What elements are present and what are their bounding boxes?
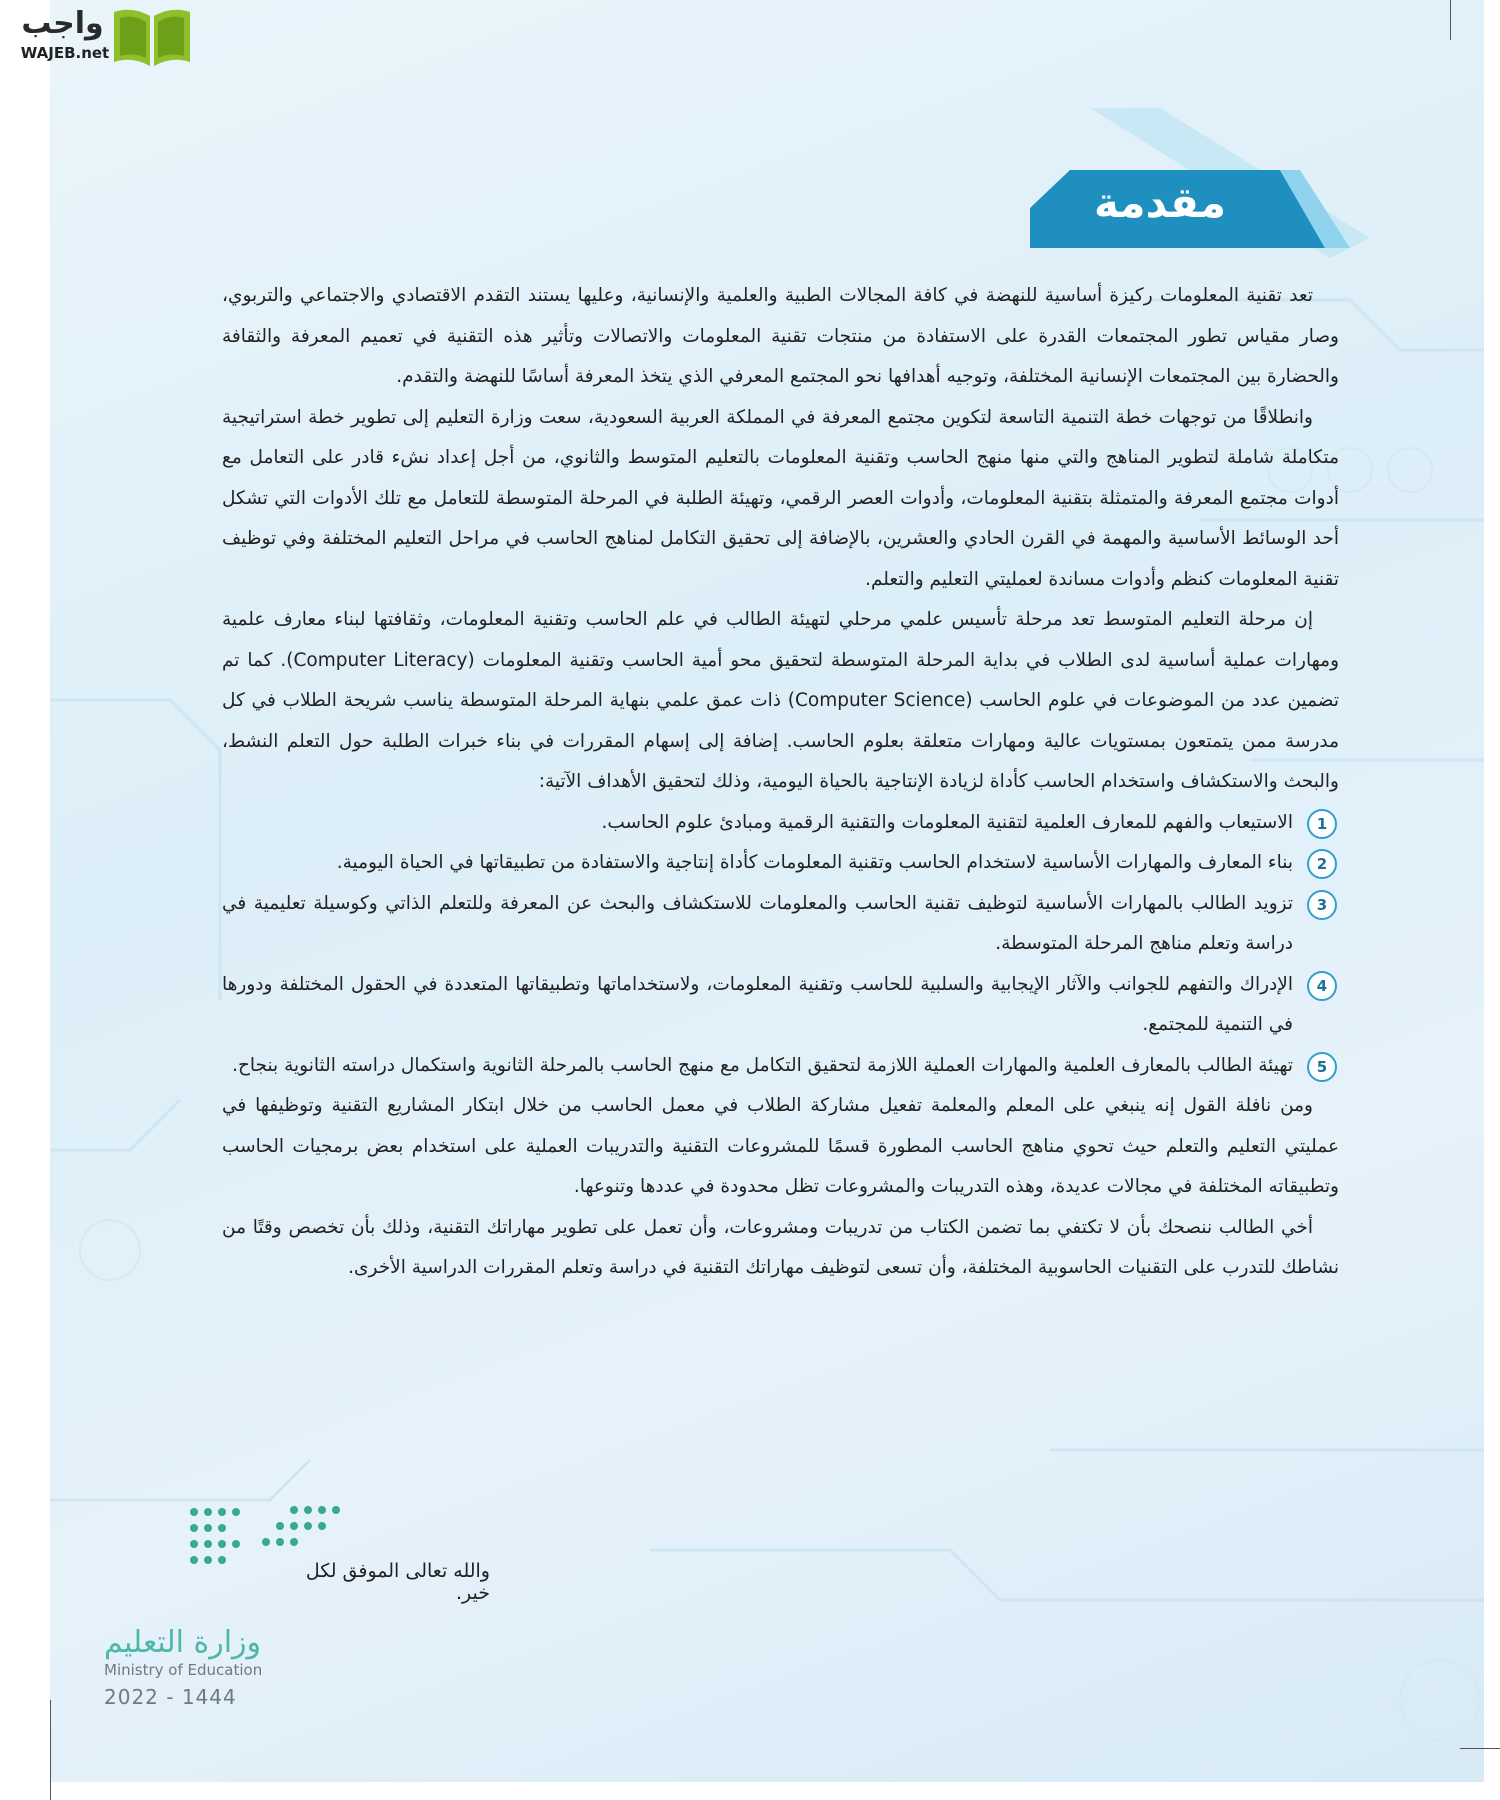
goal-item <box>222 1046 1339 1087</box>
wajeb-logo <box>10 6 190 68</box>
closing-line: والله تعالى الموفق لكل خير. <box>305 1560 490 1604</box>
edition-year: 2022 - 1444 <box>104 1685 237 1709</box>
paragraph-1: تعد تقنية المعلومات ركيزة أساسية للنهضة في كافة المجالات الطبية والعلمية والإنسانية، وعليها يستند التقدم الاقتصادي والاجتماعي والتربوي، وصار مقياس تطور المجتمعات القدرة على الاستفادة من منتجات تقنية المعلومات والاتصالات وتأثير هذه التقنية في تعميم المعرفة والثقافة والحضارة بين المجتمعات الإنسانية المختلفة، وتوجيه أهدافها نحو المجتمع المعرفي الذي يتخذ المعرفة أساسًا للنهضة والتقدم. <box>222 285 1339 387</box>
goal-text: بناء المعارف والمهارات الأساسية لاستخدام الحاسب وتقنية المعلومات كأداة إنتاجية والاستفادة من تطبيقاتها في الحياة اليومية. <box>336 852 1293 873</box>
intro-content <box>222 276 1339 1289</box>
goal-text: الإدراك والتفهم للجوانب والآثار الإيجابية والسلبية للحاسب وتقنية المعلومات، ولاستخداماتها وتطبيقاتها المتعددة في الحقول المختلفة ودورها في التنمية للمجتمع. <box>222 973 1293 1035</box>
logo-arabic-text: واجب <box>21 6 104 41</box>
goals-list <box>222 803 1339 1087</box>
goal-number-badge: 2 <box>1307 849 1337 879</box>
goal-item <box>222 965 1339 1046</box>
goal-text: الاستيعاب والفهم للمعارف العلمية لتقنية المعلومات والتقنية الرقمية ومبادئ علوم الحاسب. <box>601 811 1293 833</box>
goal-number-badge: 1 <box>1307 809 1337 839</box>
logo-latin-text: WAJEB.net <box>20 44 110 62</box>
goal-number-badge: 5 <box>1307 1052 1337 1082</box>
crop-mark-right <box>1450 0 1451 40</box>
ministry-english-name: Ministry of Education <box>104 1661 263 1679</box>
goal-item <box>222 843 1339 884</box>
ministry-arabic-name: وزارة التعليم <box>104 1625 262 1660</box>
book-icon <box>110 6 194 68</box>
paragraph-3: إن مرحلة التعليم المتوسط تعد مرحلة تأسيس علمي مرحلي لتهيئة الطالب في علم الحاسب وتقنية المعلومات، وثقافتها لبناء معارف علمية ومهارات عملية أساسية لدى الطلاب في بداية المرحلة المتوسطة لتحقيق محو أمية الحاسب وتقنية المعلومات (Computer Literacy). كما تم تضمين عدد من الموضوعات في علوم الحاسب (Computer Science) ذات عمق علمي بنهاية المرحلة المتوسطة يناسب شريحة الطلاب في كل مدرسة ممن يتمتعون بمستويات عالية ومهارات متعلقة بعلوم الحاسب. إضافة إلى إسهام المقررات في بناء خبرات الطلبة حول التعلم النشط، والبحث والاستكشاف واستخدام الحاسب كأداة لزيادة الإنتاجية بالحياة اليومية، وذلك لتحقيق الأهداف الآتية: <box>222 609 1339 792</box>
goal-item <box>222 803 1339 844</box>
paragraph-2: وانطلاقًا من توجهات خطة التنمية التاسعة لتكوين مجتمع المعرفة في المملكة العربية السعودية، سعت وزارة التعليم إلى تطوير خطة استراتيجية متكاملة شاملة لتطوير المناهج والتي منها منهج الحاسب وتقنية المعلومات بالتعليم المتوسط والثانوي، من أجل إعداد نشء قادر على التعامل مع أدوات مجتمع المعرفة والمتمثلة بتقنية المعلومات، وأدوات العصر الرقمي، وتهيئة الطلبة في المرحلة المتوسطة للتعامل مع تلك الأدوات التي تشكل أحد الوسائط الأساسية والمهمة في القرن الحادي والعشرين، بالإضافة إلى تحقيق التكامل لمناهج الحاسب في مراحل التعليم المختلفة وفي توظيف تقنية المعلومات كنظم وأدوات مساندة لعمليتي التعليم والتعلم. <box>222 406 1339 590</box>
crop-mark-left <box>50 1700 51 1800</box>
goal-item <box>222 884 1339 965</box>
page-title: مقدمة <box>1094 178 1226 227</box>
crop-mark-bottom-right <box>1460 1748 1500 1749</box>
paragraph-5: أخي الطالب ننصحك بأن لا تكتفي بما تضمن الكتاب من تدريبات ومشروعات، وأن تعمل على تطوير مهاراتك التقنية، وذلك بأن تخصص وقتًا من نشاطك للتدرب على التقنيات الحاسوبية المختلفة، وأن تسعى لتوظيف مهاراتك التقنية في دراسة وتعلم المقررات الدراسية الأخرى. <box>222 1216 1339 1278</box>
goal-text: تزويد الطالب بالمهارات الأساسية لتوظيف تقنية الحاسب والمعلومات للاستكشاف والبحث عن المعرفة وللتعلم الذاتي وكوسيلة تعليمية في دراسة وتعلم مناهج المرحلة المتوسطة. <box>222 892 1293 954</box>
goal-text: تهيئة الطالب بالمعارف العلمية والمهارات العملية اللازمة لتحقيق التكامل مع منهج الحاسب بالمرحلة الثانوية واستكمال دراسته الثانوية بنجاح. <box>232 1054 1293 1076</box>
goal-number-badge: 3 <box>1307 890 1337 920</box>
goal-number-badge: 4 <box>1307 971 1337 1001</box>
paragraph-4: ومن نافلة القول إنه ينبغي على المعلم والمعلمة تفعيل مشاركة الطلاب في معمل الحاسب من خلال ابتكار المشاريع التقنية وتوظيفها في عمليتي التعليم والتعلم حيث تحوي مناهج الحاسب المطورة قسمًا للمشروعات التقنية والتدريبات العملية على استخدام بعض برمجيات الحاسب وتطبيقاته المختلفة في مجالات عديدة، وهذه التدريبات والمشروعات تظل محدودة في عددها وتنوعها. <box>222 1095 1339 1197</box>
